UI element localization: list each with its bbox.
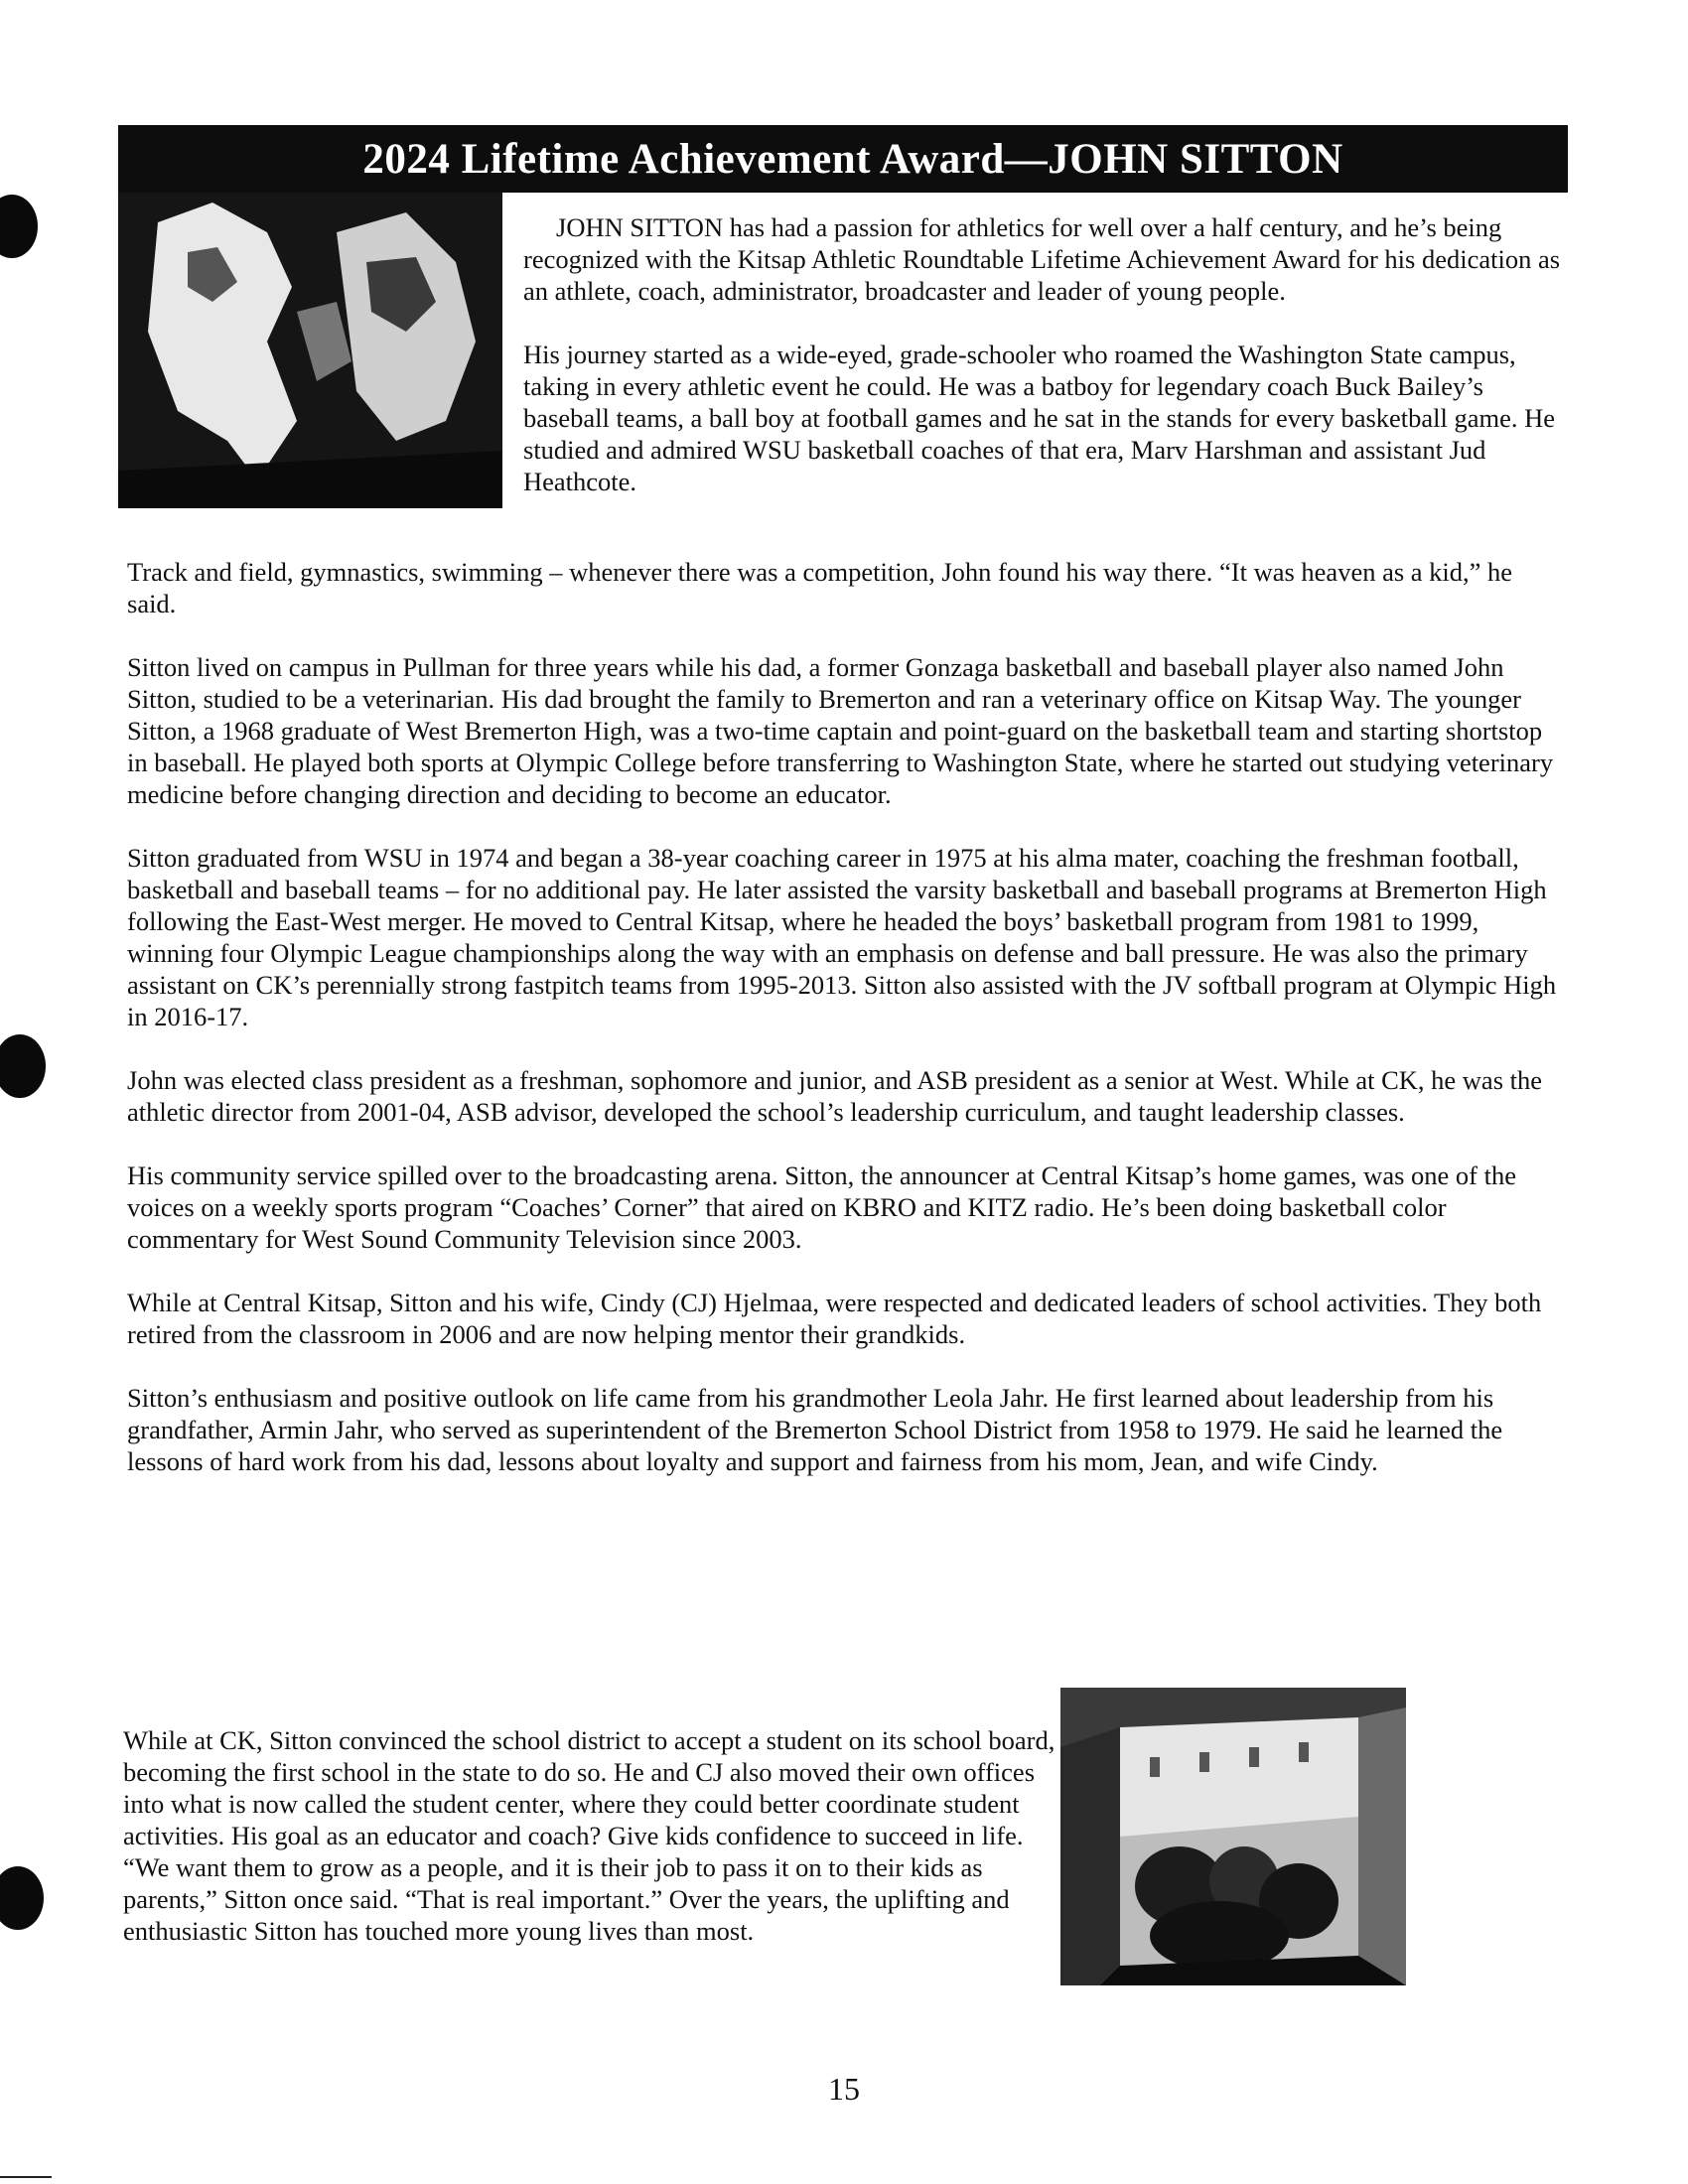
punch-hole-top xyxy=(0,195,38,258)
punch-hole-bottom xyxy=(0,1866,44,1930)
continuation-paragraph: Track and field, gymnastics, swimming – whenever there was a competition, John found his way there. “It was heaven as a kid,” he said. xyxy=(127,557,1513,618)
body-paragraph: While at Central Kitsap, Sitton and his wife, Cindy (CJ) Hjelmaa, were respected and dedicated leaders of school activities. They both retired from the classroom in 2006 and are now helping mentor their grandkids. xyxy=(127,1288,1542,1349)
intro-text xyxy=(523,211,1566,497)
body-paragraph: Sitton lived on campus in Pullman for three years while his dad, a former Gonzaga basketball and baseball player also named John Sitton, studied to be a veterinarian. His dad brought the family to Bremerton and ran a veterinary office on Kitsap Way. The younger Sitton, a 1968 graduate of West Bremerton High, was a two-time captain and point-guard on the basketball team and starting shortstop in baseball. He played both sports at Olympic College before transferring to Washington State, where he started out studying veterinary medicine before changing direction and deciding to become an educator. xyxy=(127,652,1554,809)
coaching-photo xyxy=(118,193,502,508)
body-paragraph: John was elected class president as a freshman, sophomore and junior, and ASB president as a senior at West. While at CK, he was the athletic director from 2001-04, ASB advisor, developed the school’s leadership curriculum, and taught leadership classes. xyxy=(127,1065,1543,1127)
intro-paragraph: His journey started as a wide-eyed, grade-schooler who roamed the Washington State campus, taking in every athletic event he could. He was a batboy for legendary coach Buck Bailey’s baseball teams, a ball boy at football games and he sat in the stands for every basketball game. He studied and admired WSU basketball coaches of that era, Marv Harshman and assistant Jud Heathcote. xyxy=(523,340,1556,496)
body-paragraph: Sitton’s enthusiasm and positive outlook on life came from his grandmother Leola Jahr. He first learned about leadership from his grandfather, Armin Jahr, who served as superintendent of the Bremerton School District from 1958 to 1979. He said he learned the lessons of hard work from his dad, lessons about loyalty and support and fairness from his mom, Jean, and wife Cindy. xyxy=(127,1383,1503,1476)
page-number: 15 xyxy=(828,2071,860,2107)
intro-paragraph: JOHN SITTON has had a passion for athletics for well over a half century, and he’s being recognized with the Kitsap Athletic Roundtable Lifetime Achievement Award for his dedication as an athlete, coach, administrator, broadcaster and leader of young people. xyxy=(523,212,1561,306)
page-title: 2024 Lifetime Achievement Award—JOHN SITTON xyxy=(362,135,1343,183)
classroom-photo xyxy=(1060,1688,1406,1985)
continuation-text xyxy=(127,556,1567,619)
corner-scan-mark xyxy=(0,2176,52,2178)
closing-paragraph: While at CK, Sitton convinced the school district to accept a student on its school board, becoming the first school in the state to do so. He and CJ also moved their own offices into what is now called the student center, where they could better coordinate student activities. His goal as an educator and coach? Give kids confidence to succeed in life. “We want them to grow as a people, and it is their job to pass it on to their kids as parents,” Sitton once said. “That is real important.” Over the years, the uplifting and enthusiastic Sitton has touched more young lives than most. xyxy=(123,1725,1055,1946)
title-banner xyxy=(118,125,1568,193)
body-paragraph: His community service spilled over to the broadcasting arena. Sitton, the announcer at Central Kitsap’s home games, was one of the voices on a weekly sports program “Coaches’ Corner” that aired on KBRO and KITZ radio. He’s been doing basketball color commentary for West Sound Community Television since 2003. xyxy=(127,1160,1516,1254)
closing-text xyxy=(123,1724,1056,1947)
article-body xyxy=(127,651,1567,1509)
body-paragraph: Sitton graduated from WSU in 1974 and began a 38-year coaching career in 1975 at his alma mater, coaching the freshman football, basketball and baseball teams – for no additional pay. He later assisted the varsity basketball and baseball programs at Bremerton High following the East-West merger. He moved to Central Kitsap, where he headed the boys’ basketball program from 1981 to 1999, winning four Olympic League championships along the way with an emphasis on defense and ball pressure. He was also the primary assistant on CK’s perennially strong fastpitch teams from 1995-2013. Sitton also assisted with the JV softball program at Olympic High in 2016-17. xyxy=(127,843,1557,1031)
punch-hole-middle xyxy=(0,1034,46,1098)
